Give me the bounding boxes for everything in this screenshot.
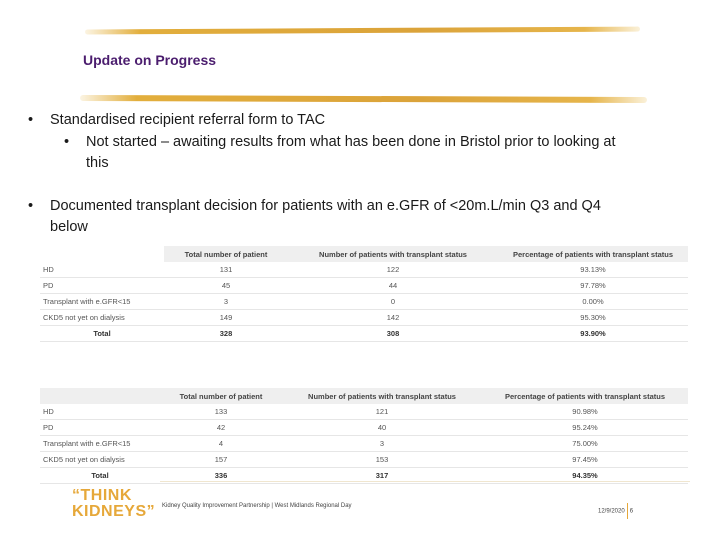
table-cell: PD xyxy=(40,420,160,436)
table-cell: 328 xyxy=(164,326,288,342)
table-cell: 3 xyxy=(282,436,482,452)
table-header-cell: Total number of patient xyxy=(160,388,282,404)
table-header-row xyxy=(40,246,688,262)
table-cell: 133 xyxy=(160,404,282,420)
footer-divider xyxy=(160,481,690,482)
bullet-text: Standardised recipient referral form to TAC xyxy=(50,112,326,128)
bullet-marker: • xyxy=(28,198,34,214)
think-kidneys-logo xyxy=(72,488,155,520)
table-cell: 97.78% xyxy=(498,278,688,294)
table-cell: 0 xyxy=(288,294,498,310)
table-cell: CKD5 not yet on dialysis xyxy=(40,452,160,468)
table-header-cell: Total number of patient xyxy=(164,246,288,262)
table-cell: 95.24% xyxy=(482,420,688,436)
table-cell: 40 xyxy=(282,420,482,436)
bullet-referral-form xyxy=(28,110,688,131)
table-row xyxy=(40,452,688,468)
table-header-cell: Number of patients with transplant status xyxy=(282,388,482,404)
table-q4 xyxy=(40,388,688,484)
logo-line1: “THINK xyxy=(72,487,132,504)
table-header-cell: Number of patients with transplant status xyxy=(288,246,498,262)
table-cell: 157 xyxy=(160,452,282,468)
table-cell: Total xyxy=(40,326,164,342)
table-cell: 149 xyxy=(164,310,288,326)
table-cell: Transplant with e.GFR<15 xyxy=(40,436,160,452)
table-cell: 3 xyxy=(164,294,288,310)
table-cell: 97.45% xyxy=(482,452,688,468)
table-cell: PD xyxy=(40,278,164,294)
table-cell: 142 xyxy=(288,310,498,326)
table-cell: 95.30% xyxy=(498,310,688,326)
table-cell: 44 xyxy=(288,278,498,294)
table-total-row xyxy=(40,326,688,342)
table-cell: Total xyxy=(40,468,160,484)
table-cell: 4 xyxy=(160,436,282,452)
footer-date: 12/9/2020 xyxy=(598,508,625,515)
logo-line2: KIDNEYS” xyxy=(72,503,156,520)
table-q3 xyxy=(40,246,688,342)
table-cell: 75.00% xyxy=(482,436,688,452)
page-number: 6 xyxy=(629,508,634,515)
bullet-text-line2: below xyxy=(50,219,88,235)
table-row xyxy=(40,278,688,294)
bullet-text-line1: Documented transplant decision for patients with an e.GFR of <20m.L/min Q3 and Q4 xyxy=(50,198,601,214)
table-cell: 121 xyxy=(282,404,482,420)
table-cell: 93.90% xyxy=(498,326,688,342)
table-cell: 45 xyxy=(164,278,288,294)
table-cell: HD xyxy=(40,404,160,420)
table-cell: HD xyxy=(40,262,164,278)
table-cell: 308 xyxy=(288,326,498,342)
footer-text: Kidney Quality Improvement Partnership | West Midlands Regional Day xyxy=(162,503,352,509)
footer-separator xyxy=(627,503,628,519)
decorative-stroke-top xyxy=(85,27,640,35)
sub-bullet-not-started xyxy=(64,132,704,174)
table-cell: 153 xyxy=(282,452,482,468)
table-cell: 94.35% xyxy=(482,468,688,484)
bullet-marker: • xyxy=(64,134,70,150)
table-header-row xyxy=(40,388,688,404)
table-cell: 131 xyxy=(164,262,288,278)
table-row xyxy=(40,404,688,420)
table-row xyxy=(40,262,688,278)
bullet-transplant-decision xyxy=(28,196,688,238)
table-row xyxy=(40,436,688,452)
table-cell: CKD5 not yet on dialysis xyxy=(40,310,164,326)
table-cell: 42 xyxy=(160,420,282,436)
table-header-cell xyxy=(40,388,160,404)
bullet-text-line2: this xyxy=(86,155,109,171)
table-cell: 90.98% xyxy=(482,404,688,420)
table-header-cell xyxy=(40,246,164,262)
decorative-stroke-bottom xyxy=(80,95,647,103)
table-row xyxy=(40,310,688,326)
table-cell: 336 xyxy=(160,468,282,484)
table-cell: 317 xyxy=(282,468,482,484)
table-header-cell: Percentage of patients with transplant status xyxy=(498,246,688,262)
bullet-marker: • xyxy=(28,112,34,128)
table-cell: Transplant with e.GFR<15 xyxy=(40,294,164,310)
table-cell: 93.13% xyxy=(498,262,688,278)
footer-page-info xyxy=(598,503,633,519)
table-row xyxy=(40,294,688,310)
table-row xyxy=(40,420,688,436)
table-header-cell: Percentage of patients with transplant status xyxy=(482,388,688,404)
table-cell: 0.00% xyxy=(498,294,688,310)
bullet-text-line1: Not started – awaiting results from what has been done in Bristol prior to looking at xyxy=(86,134,616,150)
table-cell: 122 xyxy=(288,262,498,278)
slide-title: Update on Progress xyxy=(83,52,217,68)
